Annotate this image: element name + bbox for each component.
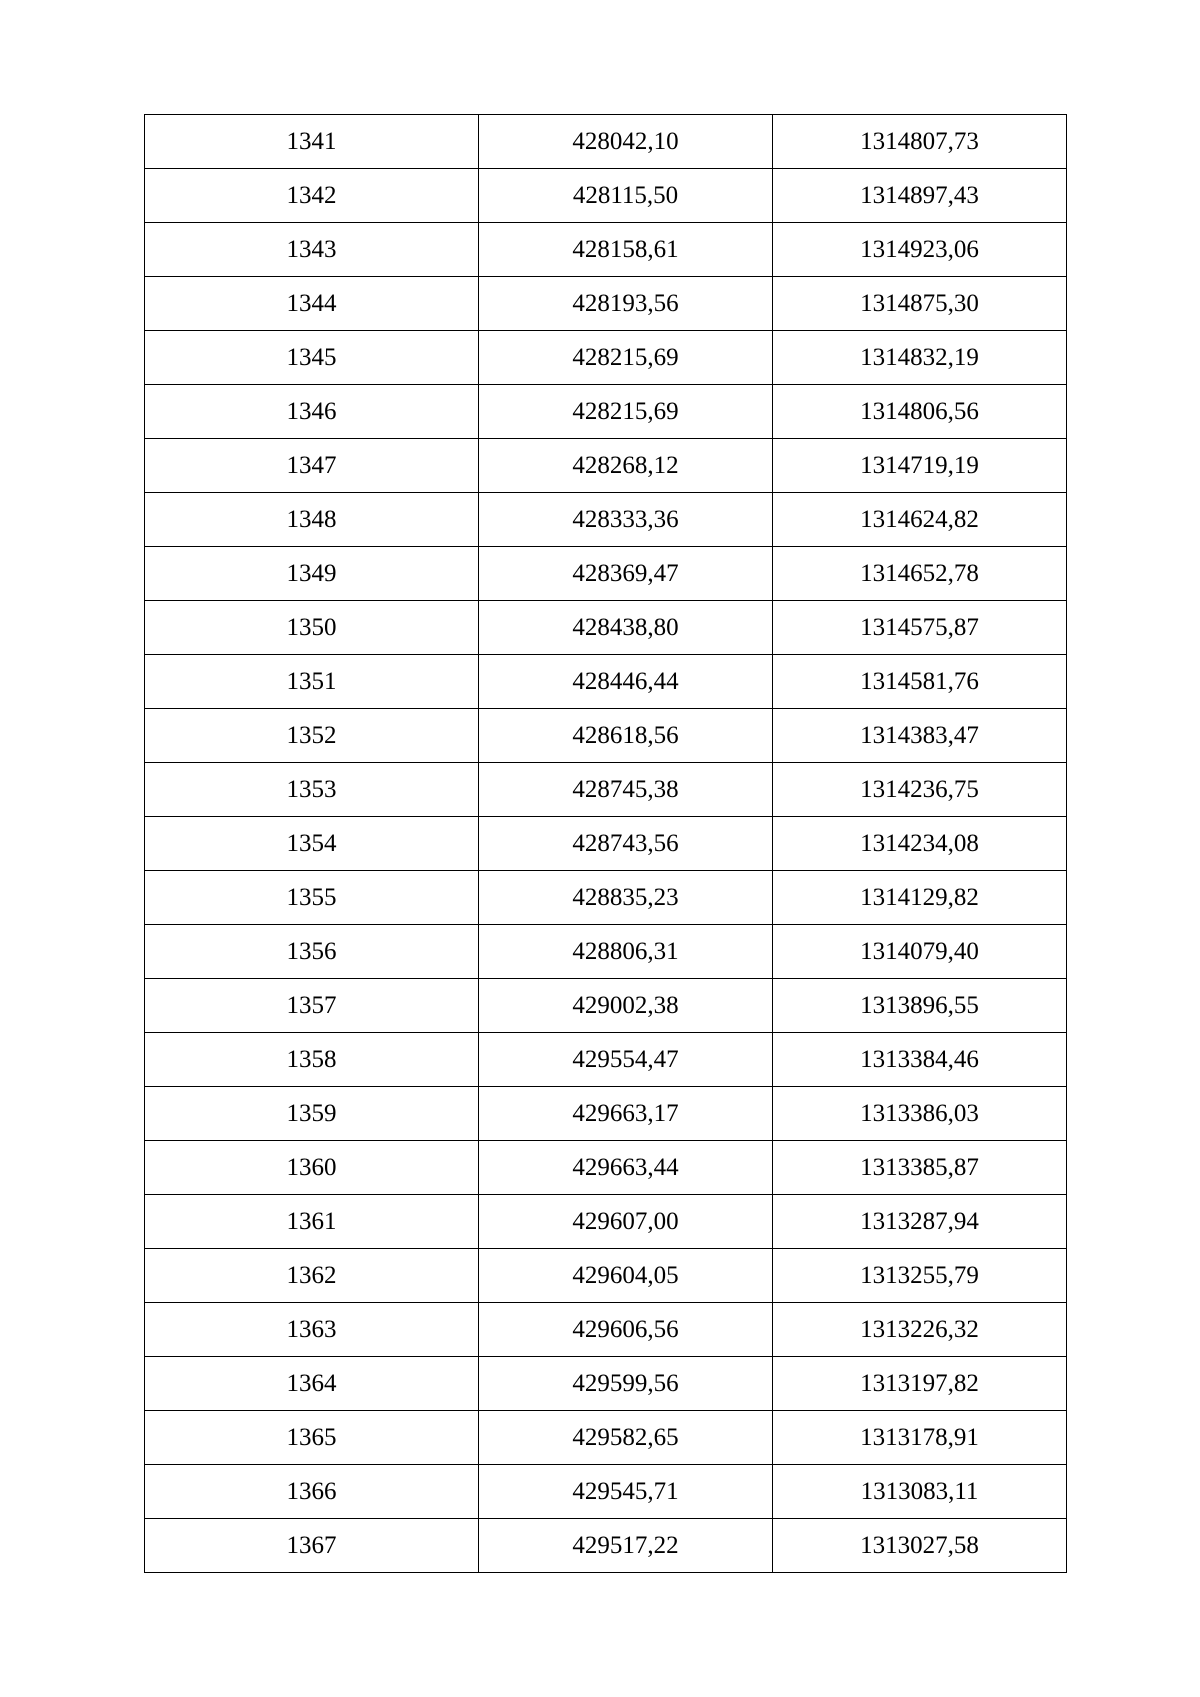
table-row [145,493,1067,547]
table-row [145,655,1067,709]
y-coordinate-cell: 1313287,94 [773,1195,1067,1249]
table-row [145,1195,1067,1249]
x-coordinate-cell: 428618,56 [479,709,773,763]
y-coordinate-cell: 1313178,91 [773,1411,1067,1465]
y-coordinate-cell: 1314719,19 [773,439,1067,493]
y-coordinate-cell: 1314581,76 [773,655,1067,709]
table-row [145,1303,1067,1357]
table-row [145,385,1067,439]
x-coordinate-cell: 429554,47 [479,1033,773,1087]
point-number-cell: 1361 [145,1195,479,1249]
y-coordinate-cell: 1314832,19 [773,331,1067,385]
point-number-cell: 1349 [145,547,479,601]
point-number-cell: 1367 [145,1519,479,1573]
x-coordinate-cell: 428743,56 [479,817,773,871]
point-number-cell: 1358 [145,1033,479,1087]
x-coordinate-cell: 429582,65 [479,1411,773,1465]
point-number-cell: 1366 [145,1465,479,1519]
y-coordinate-cell: 1313027,58 [773,1519,1067,1573]
x-coordinate-cell: 428115,50 [479,169,773,223]
point-number-cell: 1354 [145,817,479,871]
y-coordinate-cell: 1314129,82 [773,871,1067,925]
point-number-cell: 1357 [145,979,479,1033]
point-number-cell: 1343 [145,223,479,277]
table-row [145,763,1067,817]
y-coordinate-cell: 1313386,03 [773,1087,1067,1141]
table-row [145,1411,1067,1465]
x-coordinate-cell: 428158,61 [479,223,773,277]
x-coordinate-cell: 429663,17 [479,1087,773,1141]
y-coordinate-cell: 1314236,75 [773,763,1067,817]
y-coordinate-cell: 1314383,47 [773,709,1067,763]
table-row [145,115,1067,169]
y-coordinate-cell: 1313896,55 [773,979,1067,1033]
table-row [145,277,1067,331]
x-coordinate-cell: 429604,05 [479,1249,773,1303]
point-number-cell: 1363 [145,1303,479,1357]
y-coordinate-cell: 1313255,79 [773,1249,1067,1303]
table-row [145,709,1067,763]
point-number-cell: 1356 [145,925,479,979]
table-row [145,1033,1067,1087]
point-number-cell: 1348 [145,493,479,547]
point-number-cell: 1345 [145,331,479,385]
point-number-cell: 1352 [145,709,479,763]
table-row [145,871,1067,925]
x-coordinate-cell: 429545,71 [479,1465,773,1519]
point-number-cell: 1353 [145,763,479,817]
table-row [145,979,1067,1033]
y-coordinate-cell: 1314875,30 [773,277,1067,331]
x-coordinate-cell: 428333,36 [479,493,773,547]
table-row [145,223,1067,277]
point-number-cell: 1342 [145,169,479,223]
x-coordinate-cell: 428369,47 [479,547,773,601]
x-coordinate-cell: 428438,80 [479,601,773,655]
x-coordinate-cell: 428835,23 [479,871,773,925]
table-row [145,925,1067,979]
table-row [145,1519,1067,1573]
x-coordinate-cell: 428042,10 [479,115,773,169]
table-row [145,1357,1067,1411]
x-coordinate-cell: 429599,56 [479,1357,773,1411]
point-number-cell: 1362 [145,1249,479,1303]
point-number-cell: 1365 [145,1411,479,1465]
table-row [145,817,1067,871]
x-coordinate-cell: 428745,38 [479,763,773,817]
y-coordinate-cell: 1313083,11 [773,1465,1067,1519]
y-coordinate-cell: 1314234,08 [773,817,1067,871]
y-coordinate-cell: 1313385,87 [773,1141,1067,1195]
y-coordinate-cell: 1314652,78 [773,547,1067,601]
table-row [145,547,1067,601]
y-coordinate-cell: 1314079,40 [773,925,1067,979]
point-number-cell: 1355 [145,871,479,925]
point-number-cell: 1346 [145,385,479,439]
x-coordinate-cell: 429607,00 [479,1195,773,1249]
y-coordinate-cell: 1314923,06 [773,223,1067,277]
x-coordinate-cell: 428193,56 [479,277,773,331]
table-row [145,439,1067,493]
x-coordinate-cell: 429663,44 [479,1141,773,1195]
y-coordinate-cell: 1313384,46 [773,1033,1067,1087]
table-row [145,1249,1067,1303]
x-coordinate-cell: 428215,69 [479,331,773,385]
x-coordinate-cell: 428215,69 [479,385,773,439]
y-coordinate-cell: 1313226,32 [773,1303,1067,1357]
y-coordinate-cell: 1314806,56 [773,385,1067,439]
x-coordinate-cell: 428806,31 [479,925,773,979]
y-coordinate-cell: 1313197,82 [773,1357,1067,1411]
table-row [145,601,1067,655]
y-coordinate-cell: 1314897,43 [773,169,1067,223]
y-coordinate-cell: 1314807,73 [773,115,1067,169]
coordinates-table-body [145,115,1067,1573]
table-row [145,1087,1067,1141]
point-number-cell: 1351 [145,655,479,709]
x-coordinate-cell: 428446,44 [479,655,773,709]
y-coordinate-cell: 1314624,82 [773,493,1067,547]
x-coordinate-cell: 429606,56 [479,1303,773,1357]
point-number-cell: 1350 [145,601,479,655]
point-number-cell: 1364 [145,1357,479,1411]
point-number-cell: 1359 [145,1087,479,1141]
coordinates-table [144,114,1067,1573]
point-number-cell: 1360 [145,1141,479,1195]
table-row [145,331,1067,385]
point-number-cell: 1341 [145,115,479,169]
x-coordinate-cell: 428268,12 [479,439,773,493]
table-row [145,169,1067,223]
x-coordinate-cell: 429517,22 [479,1519,773,1573]
table-row [145,1465,1067,1519]
point-number-cell: 1344 [145,277,479,331]
y-coordinate-cell: 1314575,87 [773,601,1067,655]
table-row [145,1141,1067,1195]
point-number-cell: 1347 [145,439,479,493]
x-coordinate-cell: 429002,38 [479,979,773,1033]
